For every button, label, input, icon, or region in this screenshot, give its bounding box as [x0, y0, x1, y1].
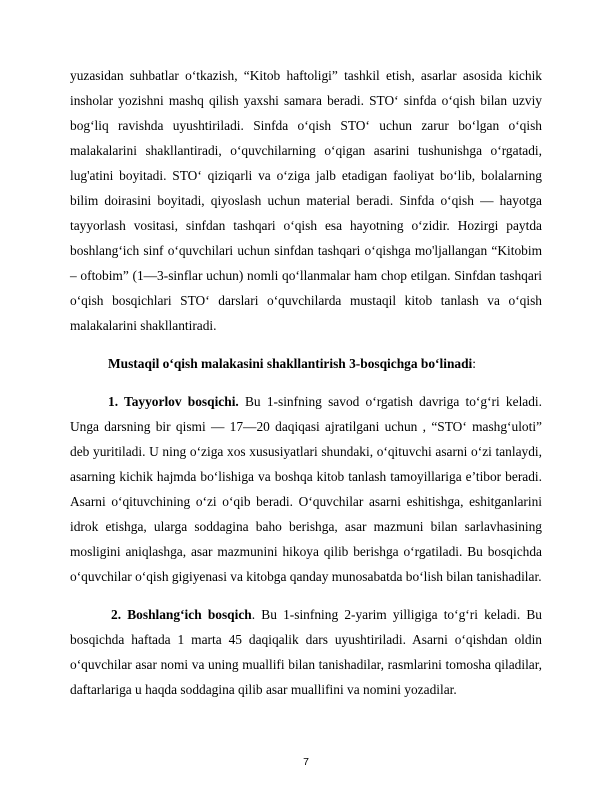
paragraph-stage-2 — [70, 602, 542, 702]
stage-1-text: Bu 1-sinfning savod o‘rgatish davriga to‘g‘ri keladi. Unga darsning bir qismi — 17—20 daqiqasi ajratilgani uchun , “STO‘ mashg‘uloti” deb yuritiladi. U ning o‘ziga xos xususiyatlari shundaki, o‘qituvchi asarni o‘zi tanlaydi, asarning kichik hajmda bo‘lishiga va boshqa kitob tanlash tamoyillariga e’tibor beradi. Asarni o‘qituvchining o‘zi o‘qib beradi. O‘quvchilar asarni eshitishga, eshitganlarini idrok etishga, ularga soddagina baho berishga, asar mazmuni bilan sarlavhasining mosligini aniqlashga, asar mazmunini hikoya qilib berishga o‘rgatiladi. Bu bosqichda o‘quvchilar o‘qish gigiyenasi va kitobga qanday munosabatda bo‘lish bilan tanishadilar. — [70, 394, 542, 584]
section-heading-suffix: : — [472, 356, 476, 371]
paragraph-intro: yuzasidan suhbatlar o‘tkazish, “Kitob haftoligi” tashkil etish, asarlar asosida kichik insholar yozishni mashq qilish yaxshi samara beradi. STO‘ sinfda o‘qish bilan uzviy bog‘liq ravishda uyushtiriladi. Sinfda o‘qish STO‘ uchun zarur bo‘lgan o‘qish malakalarini shakllantiradi, o‘quvchilarning o‘qigan asarini tushunishga o‘rgatadi, lug'atini boyitadi. STO‘ qiziqarli va o‘ziga jalb etadigan faoliyat bo‘lib, bolalarning bilim doirasini boyitadi, qiyoslash uchun material beradi. Sinfda o‘qish — hayotga tayyorlash vositasi, sinfdan tashqari o‘qish esa hayotning o‘zidir. Hozirgi paytda boshlang‘ich sinf o‘quvchilari uchun sinfdan tashqari o‘qishga mo'ljallangan “Kitobim – oftobim” (1—3-sinflar uchun) nomli qo‘llanmalar ham chop etilgan. Sinfdan tashqari o‘qish bosqichlari STO‘ darslari o‘quvchilarda mustaqil kitob tanlash va o‘qish malakalarini shakllantiradi. — [70, 68, 542, 333]
stage-2-title: 2. Boshlang‘ich bosqich — [111, 607, 252, 622]
stage-2-text: . Bu 1-sinfning 2-yarim yilligiga to‘g‘ri keladi. Bu bosqichda haftada 1 marta 45 daqiqalik dars uyushtiriladi. Asarni o‘qishdan oldin o‘quvchilar asar nomi va uning muallifi bilan tanishadilar, rasmlarini tomosha qiladilar, daftarlariga u haqda soddagina qilib asar muallifini va nomini yozadilar. — [70, 607, 542, 697]
stage-1-title: 1. Tayyorlov bosqichi. — [108, 394, 239, 409]
section-heading: Mustaqil o‘qish malakasini shakllantirish 3-bosqichga bo‘linadi — [108, 356, 473, 371]
section-heading-paragraph — [70, 351, 542, 376]
body-text — [70, 63, 542, 702]
paragraph-stage-1 — [70, 389, 542, 589]
page-number: 7 — [303, 756, 309, 768]
